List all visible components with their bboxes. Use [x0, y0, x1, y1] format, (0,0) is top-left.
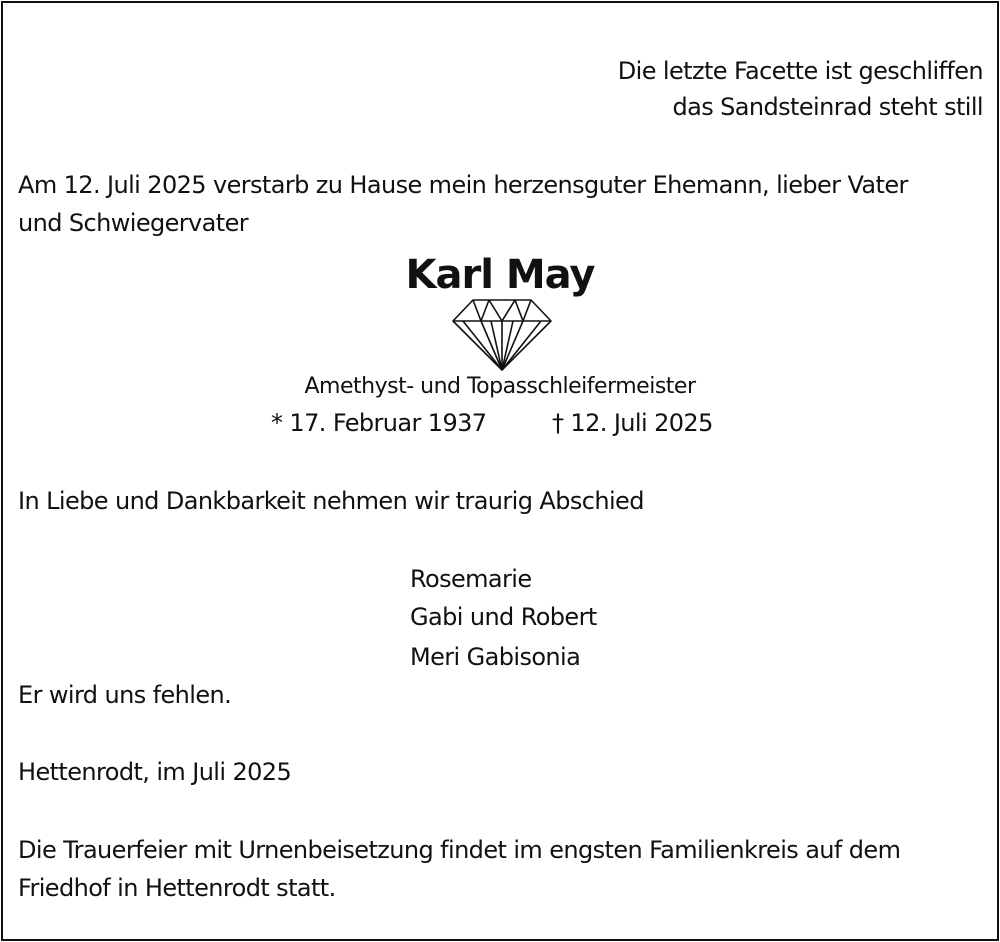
profession: Amethyst- und Topasschleifermeister — [304, 374, 696, 399]
ceremony-line-1: Die Trauerfeier mit Urnenbeisetzung findet im engsten Familienkreis auf dem — [18, 836, 901, 864]
motto-line-2: das Sandsteinrad steht still — [672, 93, 983, 121]
place-date: Hettenrodt, im Juli 2025 — [18, 758, 292, 786]
mourner-3: Meri Gabisonia — [410, 643, 581, 671]
closing-text: Er wird uns fehlen. — [18, 681, 232, 709]
birth-date: * 17. Februar 1937 — [271, 409, 487, 437]
mourner-2: Gabi und Robert — [410, 603, 597, 631]
obituary-notice — [1, 1, 999, 941]
intro-line-1: Am 12. Juli 2025 verstarb zu Hause mein herzensguter Ehemann, lieber Vater — [18, 171, 908, 199]
mourner-1: Rosemarie — [410, 565, 532, 593]
farewell-text: In Liebe und Dankbarkeit nehmen wir traurig Abschied — [18, 487, 644, 515]
deceased-name: Karl May — [405, 252, 595, 298]
death-date: † 12. Juli 2025 — [552, 409, 713, 437]
motto-line-1: Die letzte Facette ist geschliffen — [617, 57, 983, 85]
ceremony-line-2: Friedhof in Hettenrodt statt. — [18, 874, 336, 902]
diamond-icon — [451, 298, 553, 372]
intro-line-2: und Schwiegervater — [18, 209, 249, 237]
